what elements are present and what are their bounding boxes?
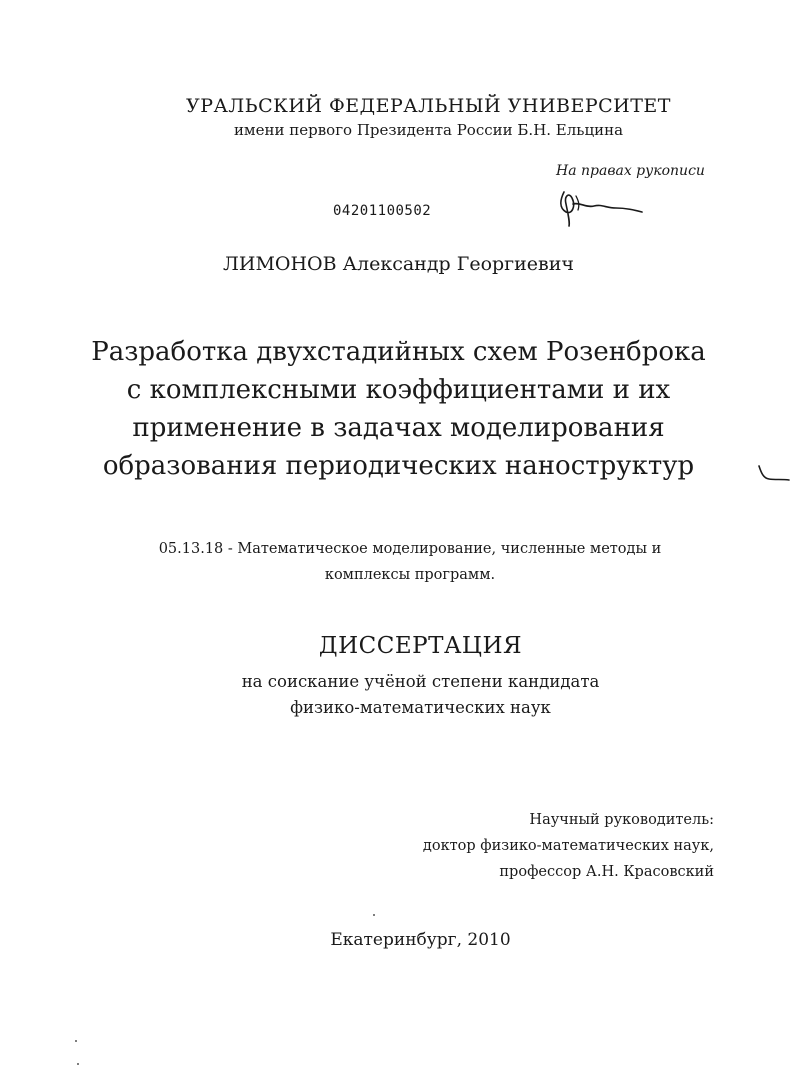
university-subtitle: имени первого Президента России Б.Н. Ельцина [233,121,624,139]
title-line: образования периодических наноструктур [102,451,695,481]
advisor-degree: доктор физико-математических наук, [422,838,714,854]
scan-speck [373,914,375,916]
scan-speck [77,1063,79,1065]
advisor-name: профессор А.Н. Красовский [499,864,714,880]
scan-speck [75,1040,77,1042]
signature-mark [556,186,646,228]
author-name: ЛИМОНОВ Александр Георгиевич [223,253,574,275]
document-number: 04201100502 [333,203,432,219]
specialty-line: 05.13.18 - Математическое моделирование, численные методы и [158,541,662,557]
advisor-label: Научный руководитель: [529,812,714,828]
scientific-advisor [423,807,714,885]
title-line: с комплексными коэффициентами и их [126,375,671,405]
degree-description [22,669,797,721]
university-name: УРАЛЬСКИЙ ФЕДЕРАЛЬНЫЙ УНИВЕРСИТЕТ [186,95,671,117]
degree-line: физико-математических наук [290,698,551,717]
title-line: применение в задачах моделирования [132,413,665,443]
city-year: Екатеринбург, 2010 [330,930,511,950]
document-type: ДИССЕРТАЦИЯ [318,633,523,659]
specialty-line: комплексы программ. [324,567,496,583]
margin-pen-mark [755,462,791,484]
specialty-code [90,536,730,588]
degree-line: на соискание учёной степени кандидата [241,672,600,691]
title-line: Разработка двухстадийных схем Розенброка [91,337,706,367]
manuscript-note: На правах рукописи [556,163,705,179]
dissertation-title [0,333,797,485]
